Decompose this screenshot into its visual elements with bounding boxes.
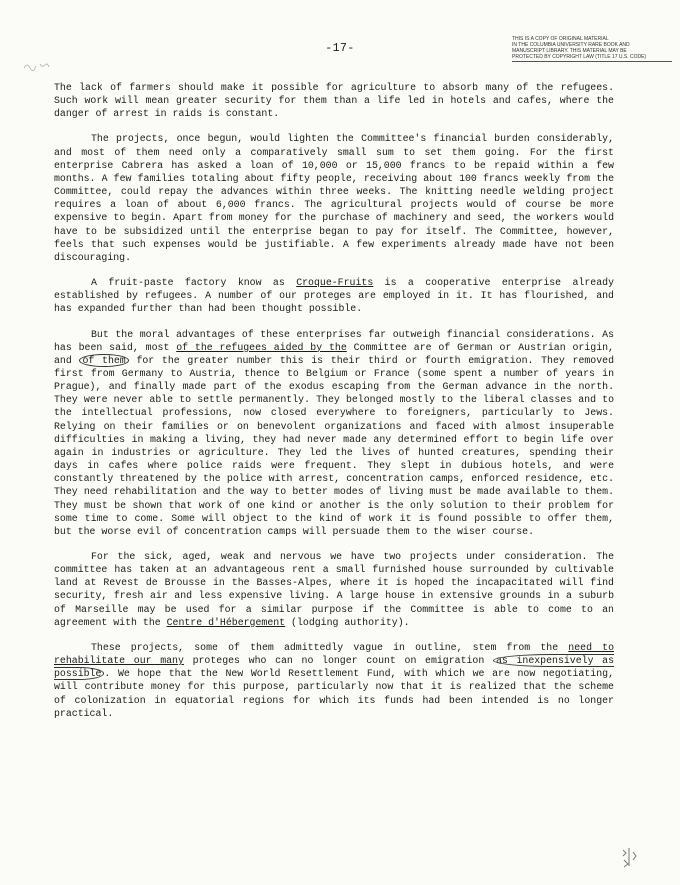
paragraph xyxy=(54,132,614,264)
paragraph-text: proteges who can no longer count on emigration xyxy=(183,655,493,667)
stamp-line: IN THE COLUMBIA UNIVERSITY RARE BOOK AND xyxy=(512,42,630,48)
underlined-phrase: Centre d'Hébergement xyxy=(166,616,286,628)
pencil-mark-icon xyxy=(22,58,52,74)
paragraph-text: But the moral advantages of these enterprises far outweigh financial considerations. As has been said, most xyxy=(54,328,614,353)
page-number: -17- xyxy=(325,42,355,55)
paragraph-text: (lodging authority). xyxy=(285,616,410,628)
underlined-phrase: Croque-Fruits xyxy=(296,277,374,289)
paragraph xyxy=(54,276,614,315)
copyright-stamp xyxy=(512,36,672,62)
paragraph xyxy=(54,328,614,539)
circled-phrase: of them xyxy=(79,354,128,367)
underlined-phrase: of the refugees aided by the xyxy=(176,341,347,353)
paragraph-text: The lack of farmers should make it possible for agriculture to absorb many of the refugees. Such work will mean greater security for them than a life led in hotels and cafes, where the danger of arrest in raids is constant. xyxy=(54,82,614,120)
paragraph-text: Committee are of German or Austrian origin, and xyxy=(54,341,614,366)
paragraph-text: is a cooperative enterprise already established by refugees. A number of our proteges are employed in it. It has flourished, and has expanded further than had been thought possible. xyxy=(54,277,614,315)
underlined-phrase: need to rehabilitate our many xyxy=(54,641,614,667)
paragraph xyxy=(54,81,614,120)
document-body xyxy=(54,81,614,732)
paragraph-text: The projects, once begun, would lighten the Committee's financial burden considerably, and most of them need only a comparatively small sum to set them going. For the first enterprise Cabrera has asked a loan of 10,000 or 15,000 francs to be repaid within a few months. A few families totaling about fifty people, receiving about 100 francs weekly from the Committee, could repay the advances within three weeks. The knitting needle welding project requires a loan of about 6,000 francs. The agricultural projects would of course be more expensive to begin. Apart from money for the purchase of machinery and seed, the workers would have to be subsidized until the enterprise began to pay for itself. The Committee, however, feels that such expenses would be justifiable. A few experiments already made have not been discouraging. xyxy=(54,133,614,263)
paragraph-text: These projects, some of them admittedly vague in outline, stem from the xyxy=(91,641,569,653)
library-seal-icon xyxy=(620,846,638,868)
paragraph-text: For the sick, aged, weak and nervous we have two projects under consideration. The committee has taken at an advantageous rent a small furnished house surrounded by cultivable land at Revest de Brousse in the Basses-Alpes, where it is hoped the incapacitated will find security, fresh air and less expensive living. A large house in extensive grounds in a suburb of Marseille may be used for a similar purpose if the Committee is able to come to an agreement with the xyxy=(54,551,614,628)
paragraph-text: A fruit-paste factory know as xyxy=(91,277,297,289)
stamp-line: PROTECTED BY COPYRIGHT LAW (TITLE 17 U.S. CODE) xyxy=(512,54,647,60)
paragraph xyxy=(54,641,614,720)
stamp-line: THIS IS A COPY OF ORIGINAL MATERIAL xyxy=(512,36,609,42)
stamp-line: MANUSCRIPT LIBRARY. THIS MATERIAL MAY BE xyxy=(512,48,627,54)
paragraph-text: for the greater number this is their third or fourth emigration. They removed first from Germany to Austria, thence to Belgium or France (some spent a number of years in Prague), and finally made part of the exodus escaping from the German advance in the north. They were never able to settle permanently. They belonged mostly to the liberal classes and to the intellectual professions, now closed everywhere to foreigners, particularly to Jews. Relying on their families or on benevolent organizations and faced with almost insuperable difficulties in making a living, they had never made any determined effort to begin life over again in industries or agriculture. They led the lives of hunted creatures, spending their days in cafes where police raids were frequent. They slept in dubious hotels, and were constantly threatened by the police with arrest, concentration camps, enforced residence, etc. They need rehabilitation and the way to better modes of living must be made available to them. They must be shown that work of one kind or another is the only solution to their problem for some time to come. Some will object to the kind of work it is found possible to offer them, but the worse evil of concentration camps will persuade them to the wiser course. xyxy=(54,354,614,537)
circled-phrase: as inexpensively as possible xyxy=(54,655,615,680)
paragraph xyxy=(54,550,614,629)
paragraph-text: . We hope that the New World Resettlement Fund, with which we are now negotiating, will contribute money for this purpose, particularly now that it is realized that the scheme of colonization in equatorial regions for which its funds had been intended is no longer practical. xyxy=(54,668,614,719)
